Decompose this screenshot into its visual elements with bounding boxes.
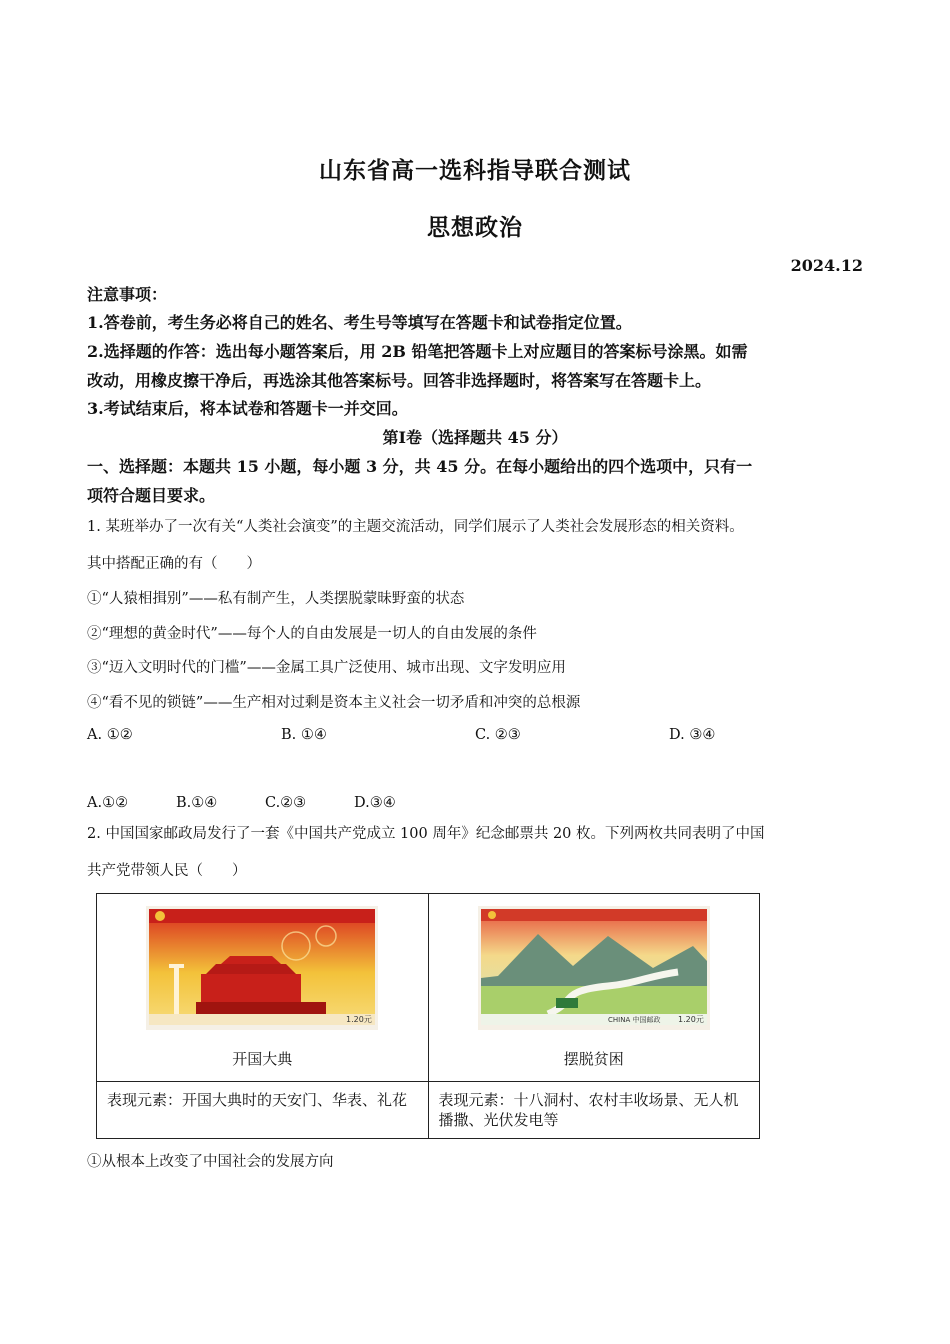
stamp-founding-ceremony [146,906,378,1030]
part1-heading: 第Ⅰ卷（选择题共 45 分） [382,428,568,447]
stamp-desc-poverty: 表现元素：十八洞村、农村丰收场景、无人机播撒、光伏发电等 [428,1082,760,1139]
stamp-value-1: 1.20元 [346,1015,373,1024]
q1-option-a-repeat: A.①② [87,795,129,811]
q1-stem: 1. 某班举办了一次有关“人类社会演变”的主题交流活动，同学们展示了人类社会发展形态的相关资料。 [87,519,744,535]
exam-title: 山东省高一选科指导联合测试 [319,157,631,184]
stamp-cell-founding [97,894,429,1082]
q1-option-b: B. ①④ [281,727,327,743]
q2-stem-cont: 共产党带领人民（ ） [87,863,247,879]
q1-option-d: D. ③④ [669,727,716,743]
stamp-table [96,893,760,1139]
stamp-desc-founding: 表现元素：开国大典时的天安门、华表、礼花 [97,1082,429,1139]
q1-option-d-repeat: D.③④ [354,795,396,811]
q1-stem-cont: 其中搭配正确的有（ ） [87,556,261,572]
note-item-3: 3.考试结束后，将本试卷和答题卡一并交回。 [87,399,408,418]
stamp-cell-poverty [428,894,760,1082]
q1-option-b-repeat: B.①④ [176,795,218,811]
q2-item-1: ①从根本上改变了中国社会的发展方向 [87,1154,334,1170]
stamp-caption-poverty: 摆脱贫困 [563,1050,624,1068]
note-item-1: 1.答卷前，考生务必将自己的姓名、考生号等填写在答题卡和试卷指定位置。 [87,313,632,332]
notes-heading: 注意事项： [87,285,168,304]
q1-item-4: ④“看不见的锁链”——生产相对过剩是资本主义社会一切矛盾和冲突的总根源 [87,695,581,711]
stamp-value-2: 1.20元 [677,1015,704,1024]
section-instruction: 一、选择题：本题共 15 小题，每小题 3 分，共 45 分。在每小题给出的四个选项中，只有一 [87,457,753,476]
q1-item-3: ③“迈入文明时代的门槛”——金属工具广泛使用、城市出现、文字发明应用 [87,660,566,676]
stamp-country-2: CHINA 中国邮政 [607,1016,661,1024]
stamp-caption-founding: 开国大典 [232,1050,293,1068]
q1-item-2: ②“理想的黄金时代”——每个人的自由发展是一切人的自由发展的条件 [87,626,537,642]
q1-item-1: ①“人猿相揖别”——私有制产生，人类摆脱蒙昧野蛮的状态 [87,591,465,607]
note-item-2-cont: 改动，用橡皮擦干净后，再选涂其他答案标号。回答非选择题时，将答案写在答题卡上。 [87,371,712,390]
section-instruction-cont: 项符合题目要求。 [87,486,216,505]
exam-date: 2024.12 [790,256,863,275]
q2-stem: 2. 中国国家邮政局发行了一套《中国共产党成立 100 周年》纪念邮票共 20 枚。下列两枚共同表明了中国 [87,826,765,842]
note-item-2: 2.选择题的作答：选出每小题答案后，用 2B 铅笔把答题卡上对应题目的答案标号涂黑。如需 [87,342,748,361]
stamp-poverty-alleviation [478,906,710,1030]
q1-option-c: C. ②③ [475,727,521,743]
subject-title: 思想政治 [427,214,523,241]
q1-option-a: A. ①② [87,727,133,743]
q1-option-c-repeat: C.②③ [265,795,307,811]
